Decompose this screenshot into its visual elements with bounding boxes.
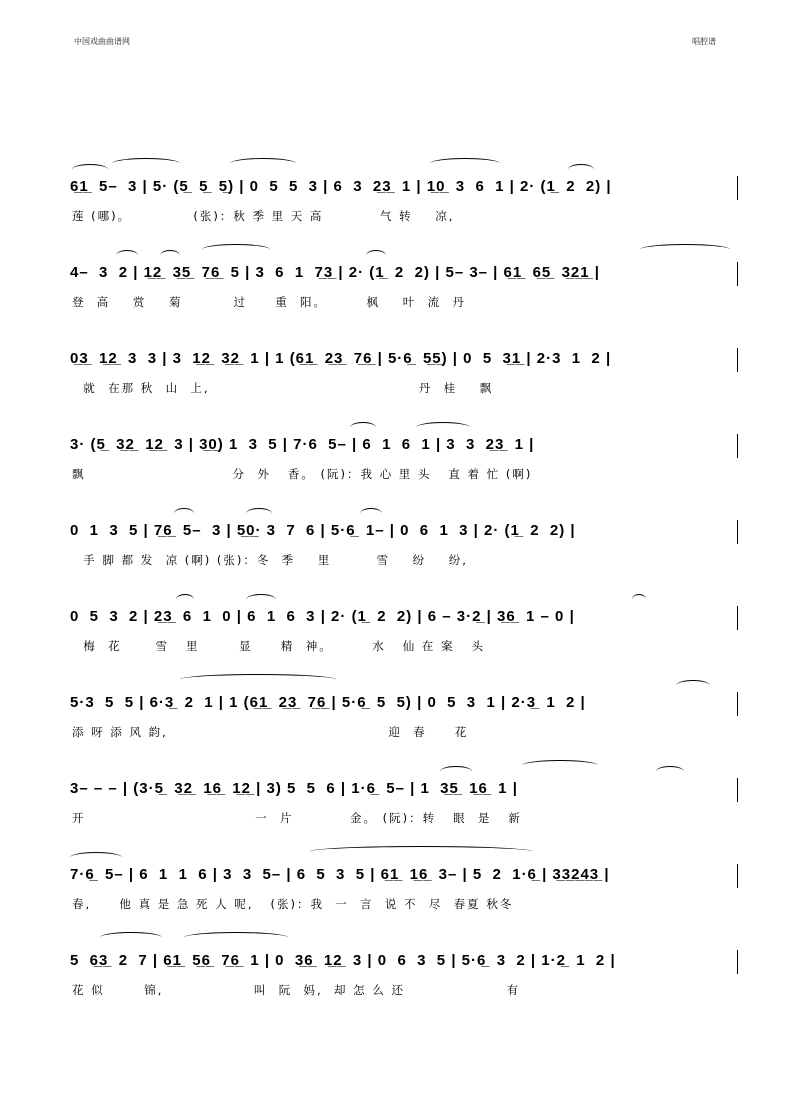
slur-mark xyxy=(522,760,598,771)
notation-line: 0 1 3 5 | 7̲6̲ 5– 3 | 5̲0̲· 3 7 6 | 5·6̲ 1– | 0 6 1 3 | 2· (1̲ 2 2) | xyxy=(70,522,576,539)
slur-mark xyxy=(230,158,296,169)
lyric-line: 莲 (哪)。 (张)：秋 季 里 天 高 气 转 凉, xyxy=(72,209,455,223)
bar-line xyxy=(737,348,738,372)
slur-mark xyxy=(174,508,194,519)
slur-mark xyxy=(160,250,180,261)
site-name: 中国戏曲曲谱网 xyxy=(74,37,130,46)
lyric-line: 手 脚 都 发 凉 (啊) (张)：冬 季 里 雪 纷 纷, xyxy=(72,553,468,567)
score-type-label: 唱腔谱 xyxy=(692,37,716,46)
slur-mark xyxy=(656,766,684,777)
lyric-line: 花 似 锦, 叫 阮 妈, 却 怎 么 还 有 xyxy=(72,983,521,997)
slur-mark xyxy=(640,244,730,255)
slur-mark xyxy=(360,508,382,519)
bar-line xyxy=(737,864,738,888)
notation-line: 6̲1̲ 5– 3 | 5· (5̲ 5̲ 5̲) | 0 5 5 3 | 6 3 2̲3̲ 1 | 1̲0̲ 3 6 1 | 2· (1̲ 2 2) | xyxy=(70,178,612,195)
slur-mark xyxy=(70,852,122,863)
slur-mark xyxy=(430,158,500,169)
slur-mark xyxy=(632,594,646,605)
notation-line: 7·6̲ 5– | 6 1 1 6 | 3 3 5– | 6 5 3 5 | 6̲1̲ 1̲6̲ 3– | 5 2 1·6̲ | 3̲3̲2̲4̲3̲ | xyxy=(70,866,610,883)
notation-line: 4– 3 2 | 1̲2̲ 3̲5̲ 7̲6̲ 5 | 3 6 1 7̲3̲ | 2· (1̲ 2 2) | 5– 3– | 6̲1̲ 6̲5̲ 3̲2̲1̲ | xyxy=(70,264,600,281)
notation-line: 3– – – | (3·5̲ 3̲2̲ 1̲6̲ 1̲2̲ | 3) 5 5 6 | 1·6̲ 5– | 1 3̲5̲ 1̲6̲ 1 | xyxy=(70,780,518,797)
slur-mark xyxy=(100,932,162,943)
slur-mark xyxy=(676,680,710,691)
bar-line xyxy=(737,692,738,716)
slur-mark xyxy=(116,250,138,261)
lyric-line: 梅 花 雪 里 显 精 神。 水 仙 在 案 头 xyxy=(72,639,486,653)
slur-mark xyxy=(176,594,194,605)
slur-mark xyxy=(184,932,288,943)
notation-line: 0 5 3 2 | 2̲3̲ 6 1 0 | 6 1 6 3 | 2· (1̲ 2 2) | 6 – 3·2̲ | 3̲6̲ 1 – 0 | xyxy=(70,608,575,625)
score-system xyxy=(70,676,738,752)
bar-line xyxy=(737,434,738,458)
slur-mark xyxy=(350,422,376,433)
slur-mark xyxy=(180,674,336,685)
lyric-line: 春, 他 真 是 急 死 人 呢, (张)：我 一 言 说 不 尽 春夏 秋冬 xyxy=(72,897,514,911)
slur-mark xyxy=(568,164,594,175)
slur-mark xyxy=(202,244,270,255)
notation-line: 0̲3̲ 1̲2̲ 3 3 | 3 1̲2̲ 3̲2̲ 1 | 1 (6̲1̲ 2̲3̲ 7̲6̲ | 5·6̲ 5̲5̲) | 0 5 3̲1̲ | 2·3 1 2 | xyxy=(70,350,612,367)
score-system xyxy=(70,934,738,1010)
lyric-line: 添 呀 添 风 韵, 迎 春 花 xyxy=(72,725,469,739)
bar-line xyxy=(737,262,738,286)
slur-mark xyxy=(246,508,272,519)
lyric-line: 就 在那 秋 山 上, 丹 桂 飘 xyxy=(72,381,494,395)
score-system xyxy=(70,590,738,666)
bar-line xyxy=(737,778,738,802)
bar-line xyxy=(737,176,738,200)
slur-mark xyxy=(72,164,108,175)
score-system xyxy=(70,418,738,494)
notation-line: 5·3 5 5 | 6·3̲ 2 1 | 1 (6̲1̲ 2̲3̲ 7̲6̲ | 5·6̲ 5 5) | 0 5 3 1 | 2·3̲ 1 2 | xyxy=(70,694,586,711)
slur-mark xyxy=(440,766,472,777)
bar-line xyxy=(737,520,738,544)
bar-line xyxy=(737,950,738,974)
score-system xyxy=(70,762,738,838)
slur-mark xyxy=(416,422,470,433)
bar-line xyxy=(737,606,738,630)
notation-line: 3· (5̲ 3̲2̲ 1̲2̲ 3 | 3̲0̲) 1 3 5 | 7·6 5– | 6 1 6 1 | 3 3 2̲3̲ 1 | xyxy=(70,436,535,453)
notation-line: 5 6̲3̲ 2 7 | 6̲1̲ 5̲6̲ 7̲6̲ 1 | 0 3̲6̲ 1̲2̲ 3 | 0 6 3 5 | 5·6̲ 3 2 | 1·2̲ 1 2 | xyxy=(70,952,616,969)
lyric-line: 开 一 片 金。 (阮)：转 眼 是 新 xyxy=(72,811,522,825)
score-system xyxy=(70,246,738,322)
lyric-line: 登 高 赏 菊 过 重 阳。 枫 叶 流 丹 xyxy=(72,295,466,309)
slur-mark xyxy=(366,250,386,261)
score-system xyxy=(70,504,738,580)
score-system xyxy=(70,160,738,236)
score-system xyxy=(70,848,738,924)
lyric-line: 飘 分 外 香。 (阮)：我 心 里 头 直 着 忙 (啊) xyxy=(72,467,533,481)
slur-mark xyxy=(310,846,532,857)
score-system xyxy=(70,332,738,408)
slur-mark xyxy=(246,594,276,605)
slur-mark xyxy=(112,158,180,169)
